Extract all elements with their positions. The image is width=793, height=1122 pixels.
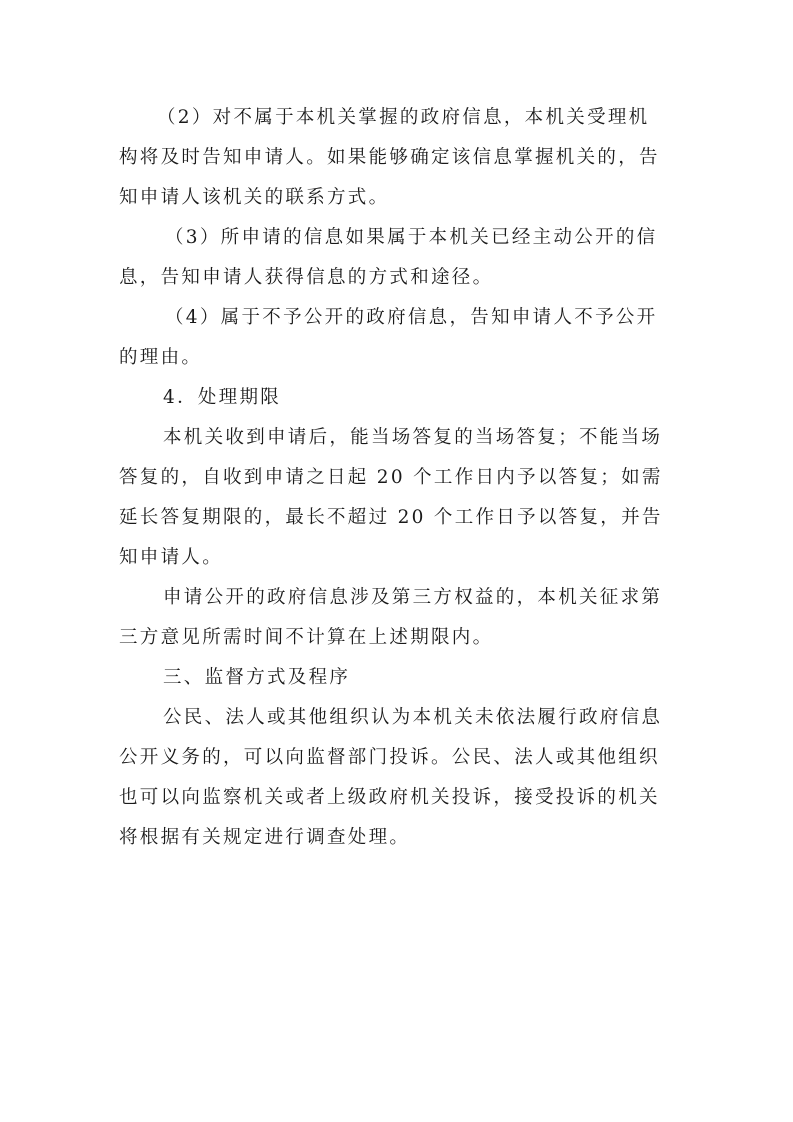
- section-heading-supervision: 三、监督方式及程序: [163, 667, 351, 688]
- paragraph-2-line-3: 知申请人该机关的联系方式。: [119, 187, 390, 208]
- paragraph-4-line-2: 的理由。: [119, 347, 203, 368]
- paragraph-4-line-1: （4）属于不予公开的政府信息，告知申请人不予公开: [165, 307, 658, 328]
- supervision-paragraph-line-4: 将根据有关规定进行调查处理。: [119, 827, 411, 848]
- processing-paragraph-line-4: 知申请人。: [119, 547, 224, 568]
- supervision-paragraph-line-2: 公开义务的，可以向监督部门投诉。公民、法人或其他组织: [119, 747, 660, 768]
- section-heading-processing-period: 4．处理期限: [163, 387, 282, 408]
- paragraph-3-line-1: （3）所申请的信息如果属于本机关已经主动公开的信: [165, 227, 658, 248]
- supervision-paragraph-line-1: 公民、法人或其他组织认为本机关未依法履行政府信息: [163, 707, 663, 728]
- document-body: [119, 98, 679, 858]
- processing-paragraph-line-3: 延长答复期限的，最长不超过 20 个工作日予以答复，并告: [119, 507, 663, 528]
- paragraph-3-line-2: 息，告知申请人获得信息的方式和途径。: [119, 267, 494, 288]
- supervision-paragraph-line-3: 也可以向监察机关或者上级政府机关投诉，接受投诉的机关: [119, 787, 660, 808]
- third-party-paragraph-line-2: 三方意见所需时间不计算在上述期限内。: [119, 627, 494, 648]
- processing-paragraph-line-1: 本机关收到申请后，能当场答复的当场答复；不能当场: [163, 427, 663, 448]
- third-party-paragraph-line-1: 申请公开的政府信息涉及第三方权益的，本机关征求第: [163, 587, 663, 608]
- paragraph-2-line-1: （2）对不属于本机关掌握的政府信息，本机关受理机: [157, 107, 650, 128]
- paragraph-2-line-2: 构将及时告知申请人。如果能够确定该信息掌握机关的，告: [119, 147, 660, 168]
- processing-paragraph-line-2: 答复的，自收到申请之日起 20 个工作日内予以答复；如需: [119, 467, 663, 488]
